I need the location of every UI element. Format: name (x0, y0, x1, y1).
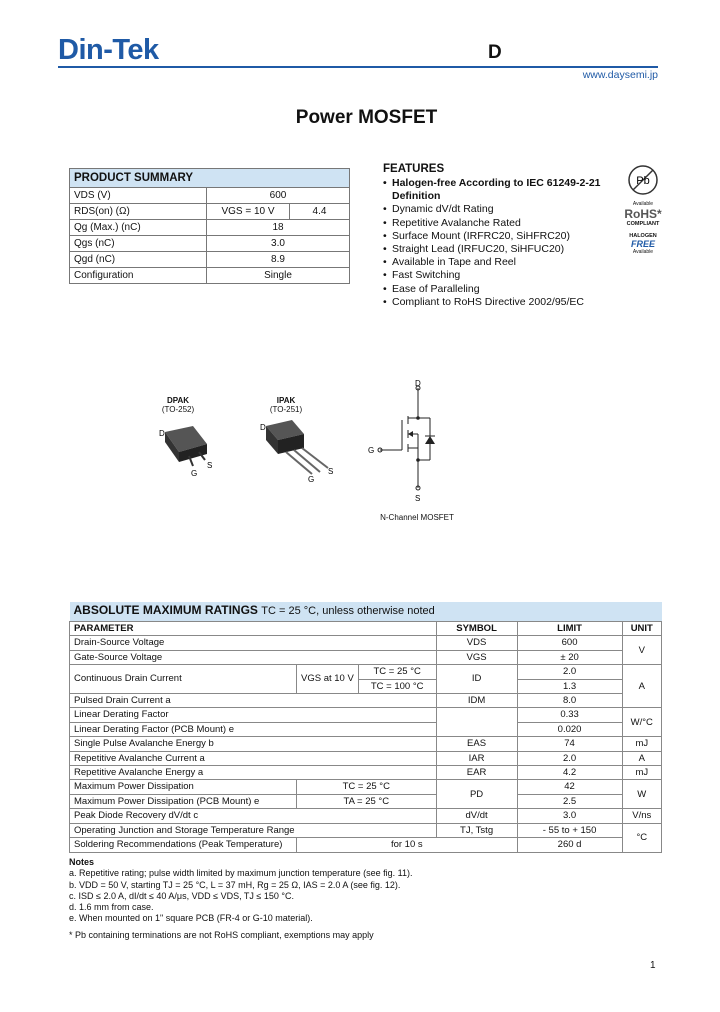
amr-symbol: VGS (436, 650, 517, 664)
amr-param: Continuous Drain Current (70, 665, 297, 694)
amr-param: Operating Junction and Storage Temperature Range (70, 823, 437, 837)
amr-limit: 600 (517, 636, 622, 650)
amr-symbol: TJ, Tstg (436, 823, 517, 837)
ps-param: Qg (Max.) (nC) (70, 220, 207, 236)
ipak-s-pin: S (328, 467, 334, 476)
amr-unit: °C (622, 823, 661, 852)
halogen-free-label: FREE (630, 239, 655, 249)
table-row (70, 794, 662, 808)
ps-param: Qgd (nC) (70, 252, 207, 268)
amr-symbol: IDM (436, 694, 517, 708)
ps-param: Qgs (nC) (70, 236, 207, 252)
table-row (70, 809, 662, 823)
amr-limit: 4.2 (517, 766, 622, 780)
table-row (70, 780, 662, 794)
dpak-name: DPAK (166, 396, 190, 405)
amr-param: Pulsed Drain Current a (70, 694, 437, 708)
amr-param: Linear Derating Factor (PCB Mount) e (70, 722, 437, 736)
col-header: SYMBOL (436, 622, 517, 636)
amr-unit: V/ns (622, 809, 661, 823)
amr-limit: ± 20 (517, 650, 622, 664)
product-summary-table (69, 168, 350, 284)
ps-value: 600 (207, 188, 350, 204)
features-list (383, 177, 643, 309)
col-header: UNIT (622, 622, 661, 636)
table-row (70, 636, 662, 650)
list-item: • Straight Lead (IRFUC20, SiHFUC20) (383, 243, 643, 256)
table-row (70, 766, 662, 780)
amr-symbol: EAR (436, 766, 517, 780)
ipak-name: IPAK (276, 396, 296, 405)
amr-limit: 8.0 (517, 694, 622, 708)
ps-value: Single (207, 268, 350, 284)
amr-limit: 2.0 (517, 751, 622, 765)
table-row (70, 236, 350, 252)
dpak-code: (TO-252) (161, 405, 195, 414)
notes-title: Notes (69, 857, 95, 867)
ps-cond: VGS = 10 V (207, 204, 290, 220)
features-title: FEATURES (383, 163, 445, 175)
amr-param: Repetitive Avalanche Current a (70, 751, 437, 765)
table-header-row (70, 622, 662, 636)
schematic-s-pin: S (415, 494, 421, 503)
amr-unit: mJ (622, 766, 661, 780)
amr-param: Maximum Power Dissipation (70, 780, 297, 794)
amr-title: ABSOLUTE MAXIMUM RATINGS (73, 603, 258, 618)
col-header: LIMIT (517, 622, 622, 636)
amr-param: Maximum Power Dissipation (PCB Mount) e (70, 794, 297, 808)
amr-condition: TC = 25 °C, unless otherwise noted (261, 605, 435, 618)
schematic-g-pin: G (368, 446, 375, 455)
page-title: Power MOSFET (295, 107, 438, 128)
list-item: • Compliant to RoHS Directive 2002/95/EC (383, 296, 643, 309)
amr-param: Linear Derating Factor (70, 708, 437, 722)
amr-cond: TA = 25 °C (297, 794, 437, 808)
amr-title-row (70, 602, 662, 622)
rohs-compliant: COMPLIANT (626, 221, 660, 227)
amr-limit: 2.0 (517, 665, 622, 679)
amr-cond: TC = 25 °C (297, 780, 437, 794)
pb-available: Available (632, 201, 654, 207)
ipak-label (258, 396, 314, 414)
table-row (70, 737, 662, 751)
amr-param: Peak Diode Recovery dV/dt c (70, 809, 437, 823)
table-row (70, 220, 350, 236)
halogen-available: Available (632, 249, 654, 255)
amr-unit: mJ (622, 737, 661, 751)
table-row (70, 823, 662, 837)
list-item: • Ease of Paralleling (383, 283, 643, 296)
brand-logo: Din-Tek (58, 34, 159, 66)
amr-limit: 0.33 (517, 708, 622, 722)
amr-unit: A (622, 665, 661, 708)
halogen-label: HALOGEN (629, 233, 657, 239)
ps-value: 8.9 (207, 252, 350, 268)
amr-unit: W (622, 780, 661, 809)
amr-cond: VGS at 10 V (297, 665, 359, 694)
list-item: • Dynamic dV/dt Rating (383, 203, 643, 216)
amr-param: Gate-Source Voltage (70, 650, 437, 664)
amr-limit: 42 (517, 780, 622, 794)
table-row (70, 252, 350, 268)
website-link[interactable]: www.daysemi.jp (582, 69, 658, 81)
note-item: b. VDD = 50 V, starting TJ = 25 °C, L = 37 mH, Rg = 25 Ω, IAS = 2.0 A (see fig. 12). (69, 879, 401, 890)
note-item: c. ISD ≤ 2.0 A, dI/dt ≤ 40 A/μs, VDD ≤ VDS, TJ ≤ 150 °C. (69, 890, 294, 901)
amr-symbol: ID (436, 665, 517, 694)
table-row (70, 838, 662, 852)
dpak-label (150, 396, 206, 414)
amr-cond: TC = 100 °C (358, 679, 436, 693)
features-section (383, 163, 643, 309)
header-letter: D (488, 42, 502, 63)
table-row (70, 268, 350, 284)
ps-param: VDS (V) (70, 188, 207, 204)
amr-limit: 3.0 (517, 809, 622, 823)
note-item: a. Repetitive rating; pulse width limited by maximum junction temperature (see fig. 11). (69, 868, 413, 879)
pb-label: Pb (636, 175, 650, 187)
list-item: • Halogen-free According to IEC 61249-2-21 Definition (383, 177, 643, 203)
table-row (70, 650, 662, 664)
table-row (70, 694, 662, 708)
dpak-package-image (155, 422, 225, 478)
table-row (70, 665, 662, 679)
page-number: 1 (650, 960, 656, 971)
table-row (70, 188, 350, 204)
ps-param: RDS(on) (Ω) (70, 204, 207, 220)
table-row (70, 722, 662, 736)
pb-free-icon (620, 163, 666, 199)
amr-limit: 1.3 (517, 679, 622, 693)
schematic-caption: N-Channel MOSFET (380, 513, 454, 522)
amr-symbol: VDS (436, 636, 517, 650)
table-row (70, 751, 662, 765)
amr-limit: 0.020 (517, 722, 622, 736)
absolute-max-ratings-table (69, 602, 662, 853)
ps-value: 18 (207, 220, 350, 236)
list-item: • Surface Mount (IRFRC20, SiHFRC20) (383, 230, 643, 243)
mosfet-schematic (362, 378, 462, 504)
amr-limit: - 55 to + 150 (517, 823, 622, 837)
compliance-badges (620, 163, 666, 261)
dpak-d-pin: D (159, 429, 165, 438)
amr-unit: A (622, 751, 661, 765)
amr-symbol: IAR (436, 751, 517, 765)
dpak-g-pin: G (191, 469, 198, 478)
amr-unit: V (622, 636, 661, 665)
amr-param: Drain-Source Voltage (70, 636, 437, 650)
amr-symbol: dV/dt (436, 809, 517, 823)
ps-value: 3.0 (207, 236, 350, 252)
amr-symbol: EAS (436, 737, 517, 751)
table-row (70, 708, 662, 722)
amr-limit: 260 d (517, 838, 622, 852)
amr-unit: W/°C (622, 708, 661, 737)
amr-param: Repetitive Avalanche Energy a (70, 766, 437, 780)
header-rule (58, 66, 658, 68)
product-summary-title: PRODUCT SUMMARY (70, 169, 350, 188)
amr-symbol (436, 708, 517, 737)
ipak-code: (TO-251) (269, 405, 303, 414)
amr-limit: 74 (517, 737, 622, 751)
ps-value: 4.4 (290, 204, 350, 220)
ps-param: Configuration (70, 268, 207, 284)
note-item: d. 1.6 mm from case. (69, 902, 154, 913)
rohs-label: RoHS* (624, 207, 662, 221)
amr-limit: 2.5 (517, 794, 622, 808)
amr-param: Single Pulse Avalanche Energy b (70, 737, 437, 751)
ipak-g-pin: G (308, 475, 315, 484)
schematic-d-pin: D (415, 379, 421, 388)
note-item: e. When mounted on 1" square PCB (FR-4 or G-10 material). (69, 913, 313, 924)
list-item: • Fast Switching (383, 269, 643, 282)
col-header: PARAMETER (70, 622, 437, 636)
ipak-d-pin: D (260, 423, 266, 432)
rohs-footnote: * Pb containing terminations are not RoHS compliant, exemptions may apply (69, 930, 374, 940)
list-item: • Repetitive Avalanche Rated (383, 217, 643, 230)
table-row (70, 204, 350, 220)
notes-section (69, 857, 669, 925)
dpak-s-pin: S (207, 461, 213, 470)
amr-symbol: PD (436, 780, 517, 809)
amr-cond: for 10 s (297, 838, 518, 852)
amr-cond: TC = 25 °C (358, 665, 436, 679)
ipak-package-image (258, 418, 338, 484)
list-item: • Available in Tape and Reel (383, 256, 643, 269)
amr-param: Soldering Recommendations (Peak Temperature) (70, 838, 297, 852)
